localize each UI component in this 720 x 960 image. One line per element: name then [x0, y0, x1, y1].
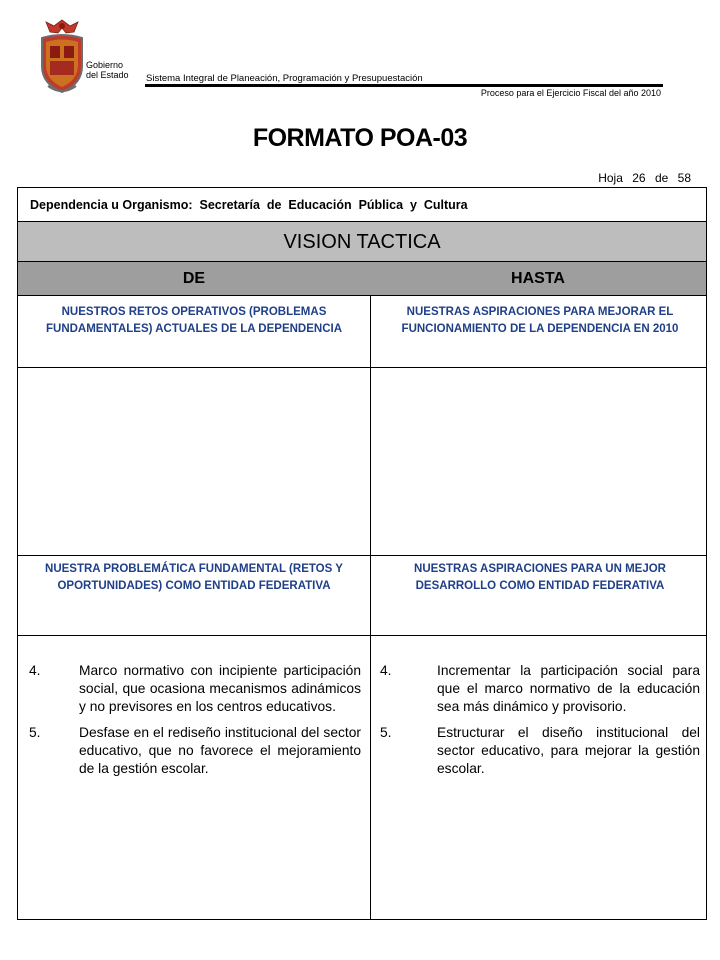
column-de: DE: [182, 270, 206, 287]
item-text: Marco normativo con incipiente participación social, que ocasiona mecanismos adinámicos y no previsores en los centros educativos.: [79, 663, 361, 714]
problematica-header: NUESTRA PROBLEMÁTICA FUNDAMENTAL (RETOS Y OPORTUNIDADES) COMO ENTIDAD FEDERATIVA: [45, 563, 343, 592]
page-counter: [592, 171, 691, 185]
page-title: FORMATO POA-03: [252, 124, 468, 152]
gobierno-line-1: Gobierno: [86, 60, 124, 70]
hoja-de: de: [654, 171, 669, 185]
list-item: [29, 662, 361, 716]
system-title: Sistema Integral de Planeación, Programación y Presupuestación: [146, 73, 423, 84]
header-divider: [145, 84, 663, 87]
gobierno-del-estado-label: [86, 60, 129, 80]
retos-operativos-header-row: [18, 296, 706, 368]
item-text: Desfase en el rediseño institucional del sector educativo, que no favorece el mejoramiento de la gestión escolar.: [79, 725, 361, 776]
list-item: [29, 724, 361, 778]
right-items-list: [380, 662, 700, 786]
item-number: 5.: [29, 725, 41, 740]
list-item: [380, 724, 700, 778]
aspiraciones-dependencia-header: NUESTRAS ASPIRACIONES PARA MEJORAR EL FUNCIONAMIENTO DE LA DEPENDENCIA EN 2010: [401, 306, 679, 335]
dependencia-text: Dependencia u Organismo: Secretaría de Educación Pública y Cultura: [30, 197, 468, 212]
hoja-total: 58: [677, 171, 691, 185]
hoja-number: 26: [632, 171, 646, 185]
dependencia-row: [18, 188, 706, 222]
section-title: VISION TACTICA: [18, 222, 706, 262]
column-header-row: [18, 262, 706, 296]
list-item: [380, 662, 700, 716]
column-hasta: HASTA: [511, 270, 565, 287]
item-text: Incrementar la participación social para que el marco normativo de la educación sea más dinámico y provisorio.: [437, 663, 700, 714]
item-text: Estructurar el diseño institucional del sector educativo, para mejorar la gestión escolar.: [437, 725, 700, 776]
aspiraciones-entidad-header: NUESTRAS ASPIRACIONES PARA UN MEJOR DESARROLLO COMO ENTIDAD FEDERATIVA: [414, 563, 666, 592]
hoja-label: Hoja: [598, 171, 623, 185]
proceso-label: Proceso para el Ejercicio Fiscal del año 2010: [480, 88, 661, 98]
poa-form-table: [17, 187, 707, 920]
empty-content-row: [18, 368, 706, 556]
item-number: 5.: [380, 725, 392, 740]
retos-operativos-header: NUESTROS RETOS OPERATIVOS (PROBLEMAS FUNDAMENTALES) ACTUALES DE LA DEPENDENCIA: [45, 306, 343, 335]
state-seal-logo: [34, 16, 90, 96]
gobierno-line-2: del Estado: [86, 70, 129, 80]
item-number: 4.: [29, 663, 41, 678]
problematica-header-row: [18, 556, 706, 636]
left-items-list: [29, 662, 361, 786]
eagle-icon: [46, 20, 78, 33]
item-number: 4.: [380, 663, 392, 678]
